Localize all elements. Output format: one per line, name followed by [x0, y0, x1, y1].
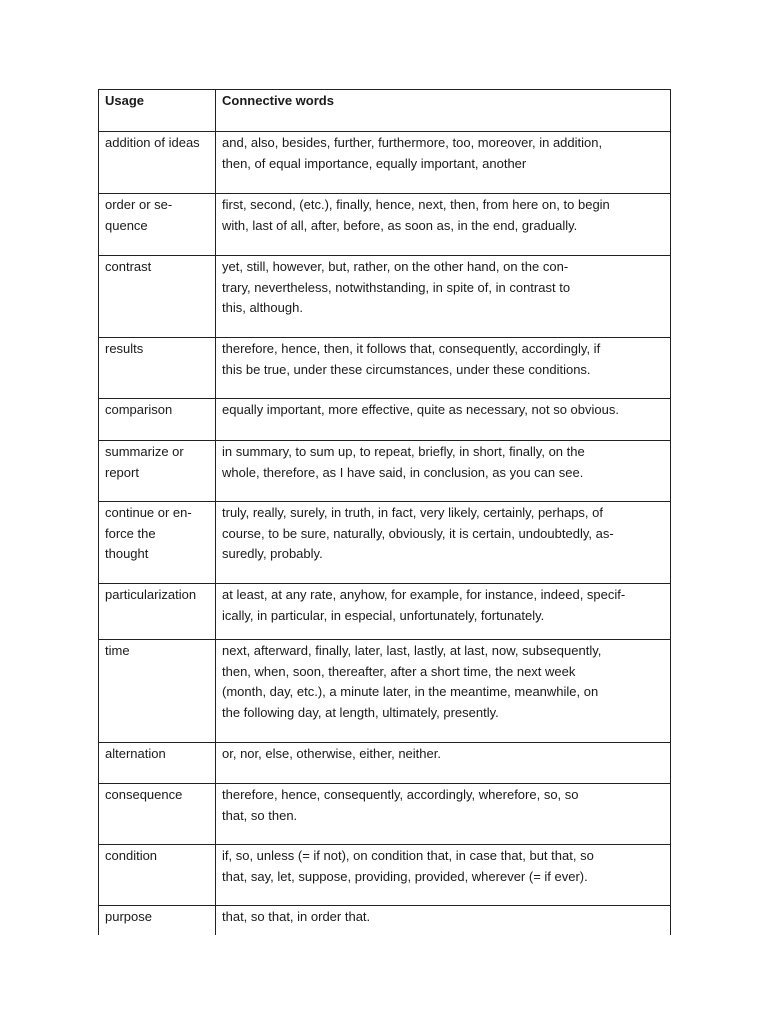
words-cell: if, so, unless (= if not), on condition that, in case that, but that, so that, say, let, suppose, providing, provided, wherever (= if ever). — [216, 845, 671, 906]
table-row — [99, 845, 671, 906]
words-cell: or, nor, else, otherwise, either, neither. — [216, 743, 671, 784]
usage-cell: order or se- quence — [99, 194, 216, 256]
usage-cell: consequence — [99, 784, 216, 845]
words-cell: first, second, (etc.), finally, hence, next, then, from here on, to begin with, last of all, after, before, as soon as, in the end, gradually. — [216, 194, 671, 256]
header-usage: Usage — [99, 90, 216, 132]
usage-cell: results — [99, 338, 216, 399]
table-row — [99, 256, 671, 338]
connective-words-table — [98, 89, 671, 935]
usage-cell: continue or en- force the thought — [99, 502, 216, 584]
table-row — [99, 132, 671, 194]
words-cell: and, also, besides, further, furthermore, too, moreover, in addition, then, of equal importance, equally important, another — [216, 132, 671, 194]
usage-cell: summarize or report — [99, 441, 216, 502]
usage-cell: addition of ideas — [99, 132, 216, 194]
table-row — [99, 784, 671, 845]
words-cell: therefore, hence, consequently, accordingly, wherefore, so, so that, so then. — [216, 784, 671, 845]
usage-cell: purpose — [99, 906, 216, 935]
words-cell: therefore, hence, then, it follows that, consequently, accordingly, if this be true, under these circumstances, under these conditions. — [216, 338, 671, 399]
usage-cell: comparison — [99, 399, 216, 441]
usage-cell: time — [99, 640, 216, 743]
words-cell: truly, really, surely, in truth, in fact, very likely, certainly, perhaps, of course, to be sure, naturally, obviously, it is certain, undoubtedly, as- suredly, probably. — [216, 502, 671, 584]
table-row — [99, 338, 671, 399]
table-row — [99, 906, 671, 935]
table-row — [99, 502, 671, 584]
usage-cell: alternation — [99, 743, 216, 784]
words-cell: that, so that, in order that. — [216, 906, 671, 935]
words-cell: yet, still, however, but, rather, on the other hand, on the con- trary, nevertheless, notwithstanding, in spite of, in contrast to this, although. — [216, 256, 671, 338]
words-cell: next, afterward, finally, later, last, lastly, at last, now, subsequently, then, when, soon, thereafter, after a short time, the next week (month, day, etc.), a minute later, in the meantime, meanwhile, on the following day, at length, ultimately, presently. — [216, 640, 671, 743]
table-row — [99, 743, 671, 784]
words-cell: at least, at any rate, anyhow, for example, for instance, indeed, specif- ically, in particular, in especial, unfortunately, fortunately. — [216, 584, 671, 640]
table-header-row — [99, 90, 671, 132]
table-body — [99, 132, 671, 935]
words-cell: in summary, to sum up, to repeat, briefly, in short, finally, on the whole, therefore, as I have said, in conclusion, as you can see. — [216, 441, 671, 502]
table-row — [99, 441, 671, 502]
usage-cell: condition — [99, 845, 216, 906]
table-row — [99, 640, 671, 743]
table-row — [99, 194, 671, 256]
usage-cell: contrast — [99, 256, 216, 338]
table-row — [99, 399, 671, 441]
header-connective-words: Connective words — [216, 90, 671, 132]
words-cell: equally important, more effective, quite as necessary, not so obvious. — [216, 399, 671, 441]
usage-cell: particularization — [99, 584, 216, 640]
table-row — [99, 584, 671, 640]
